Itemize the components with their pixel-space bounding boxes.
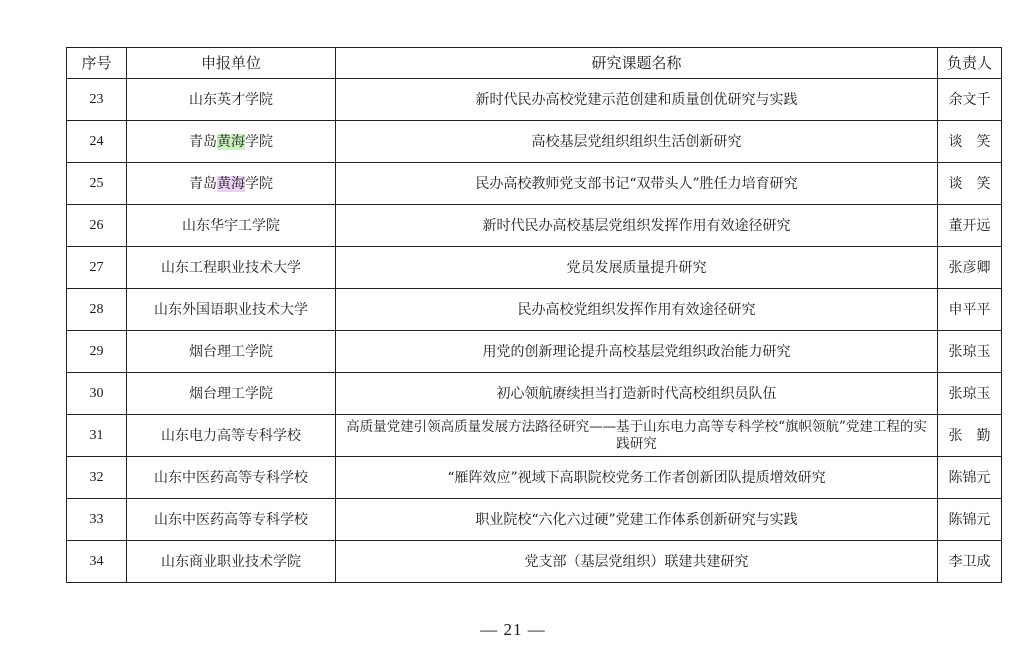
row-topic: 初心领航赓续担当打造新时代高校组织员队伍 [336,373,938,415]
row-number: 29 [67,331,127,373]
header-leader: 负责人 [938,48,1002,79]
row-unit: 山东外国语职业技术大学 [127,289,336,331]
row-leader: 谈 笑 [938,163,1002,205]
row-topic: 新时代民办高校党建示范创建和质量创优研究与实践 [336,79,938,121]
row-unit: 山东电力高等专科学校 [127,415,336,457]
row-topic: 高校基层党组织组织生活创新研究 [336,121,938,163]
row-unit: 山东工程职业技术大学 [127,247,336,289]
table-row [67,79,1002,121]
unit-prefix: 青岛 [189,175,217,192]
table-row [67,457,1002,499]
row-number: 27 [67,247,127,289]
row-leader: 董开远 [938,205,1002,247]
row-number: 28 [67,289,127,331]
table-row [67,163,1002,205]
row-unit: 烟台理工学院 [127,331,336,373]
row-leader: 张彦卿 [938,247,1002,289]
table-row [67,289,1002,331]
row-leader: 谈 笑 [938,121,1002,163]
row-topic: 民办高校教师党支部书记“双带头人”胜任力培育研究 [336,163,938,205]
row-unit: 山东华宇工学院 [127,205,336,247]
table-row [67,205,1002,247]
row-topic: 职业院校“六化六过硬”党建工作体系创新研究与实践 [336,499,938,541]
header-serial-number: 序号 [67,48,127,79]
row-topic: 党支部（基层党组织）联建共建研究 [336,541,938,583]
row-topic: 用党的创新理论提升高校基层党组织政治能力研究 [336,331,938,373]
table-header-row [67,48,1002,79]
row-number: 31 [67,415,127,457]
row-unit: 烟台理工学院 [127,373,336,415]
row-unit: 山东商业职业技术学院 [127,541,336,583]
row-leader: 张琼玉 [938,331,1002,373]
table-row [67,415,1002,457]
table-row [67,121,1002,163]
row-number: 34 [67,541,127,583]
research-topics-table [66,47,1002,583]
table-row [67,331,1002,373]
row-number: 24 [67,121,127,163]
row-unit [127,121,336,163]
row-leader: 张琼玉 [938,373,1002,415]
highlighted-text: 黄海 [217,133,245,150]
row-number: 33 [67,499,127,541]
row-number: 30 [67,373,127,415]
page-number: — 21 — [480,620,546,639]
row-topic: 民办高校党组织发挥作用有效途径研究 [336,289,938,331]
row-leader: 张 勤 [938,415,1002,457]
table-row [67,499,1002,541]
unit-suffix: 学院 [245,175,273,192]
header-applicant-unit: 申报单位 [127,48,336,79]
row-number: 26 [67,205,127,247]
row-number: 32 [67,457,127,499]
header-topic-title: 研究课题名称 [336,48,938,79]
row-topic: 高质量党建引领高质量发展方法路径研究——基于山东电力高等专科学校“旗帜领航”党建工程的实践研究 [336,415,938,457]
row-unit: 山东英才学院 [127,79,336,121]
table-row [67,541,1002,583]
row-leader: 申平平 [938,289,1002,331]
row-leader: 陈锦元 [938,499,1002,541]
row-leader: 陈锦元 [938,457,1002,499]
row-number: 25 [67,163,127,205]
unit-suffix: 学院 [245,133,273,150]
row-unit: 山东中医药高等专科学校 [127,499,336,541]
row-number: 23 [67,79,127,121]
row-leader: 余文千 [938,79,1002,121]
table-row [67,373,1002,415]
row-unit: 山东中医药高等专科学校 [127,457,336,499]
row-leader: 李卫成 [938,541,1002,583]
unit-prefix: 青岛 [189,133,217,150]
row-unit [127,163,336,205]
row-topic: 党员发展质量提升研究 [336,247,938,289]
row-topic: 新时代民办高校基层党组织发挥作用有效途径研究 [336,205,938,247]
table-row [67,247,1002,289]
highlighted-text: 黄海 [217,175,245,192]
row-topic: “雁阵效应”视域下高职院校党务工作者创新团队提质增效研究 [336,457,938,499]
